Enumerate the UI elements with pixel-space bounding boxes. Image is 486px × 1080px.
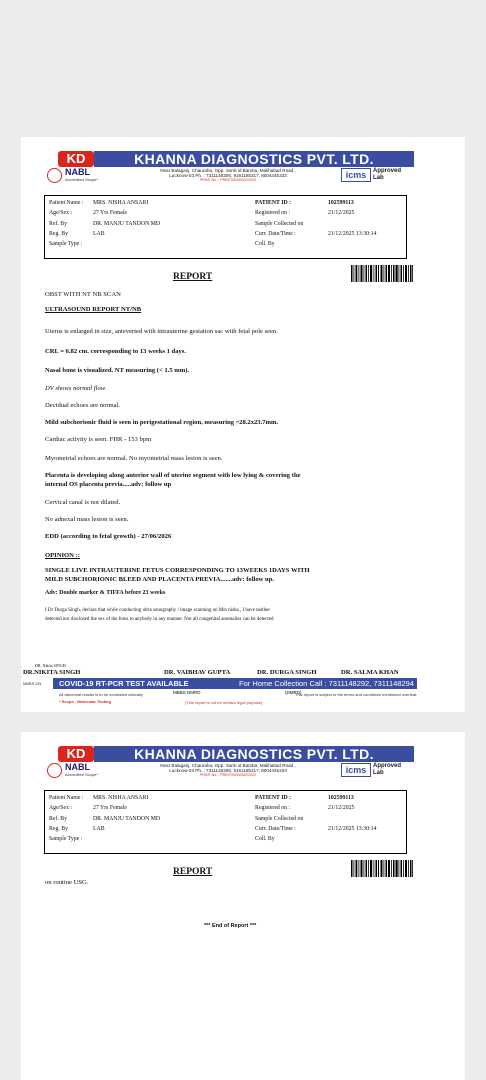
icms-approved: Approved [373,168,402,174]
label-patient-name: Patient Name : [49,200,84,206]
signature-mark-1: DR. Nikita SINGH [35,663,66,668]
patient-name: MRS. NISHA ANSARI [93,200,149,206]
patient-labels-left-2 [49,793,83,844]
lab-name: KHANNA DIAGNOSTICS PVT. LTD. [94,151,414,167]
lab-header-2 [45,746,414,778]
patient-info-box [44,195,407,259]
signature-nikita-singh: DR.NIKITA SINGH [23,669,81,676]
address-line-2-p2: Lucknow-03 Ph. : 7311148306, 9161185317, 8004445333 [169,768,287,774]
report-page-2 [21,732,465,1080]
lab-name-2: KHANNA DIAGNOSTICS PVT. LTD. [94,746,414,762]
finding-adnexal: No adnexal mass lesion is seen. [45,516,129,523]
nabl-label-2: NABL [65,762,90,772]
lab-logo-2: KD [58,746,94,762]
nabl-seal-icon [47,168,62,183]
label-sample-type: Sample Type : [49,241,83,248]
label-registered-2: Registered on : [255,805,291,812]
barcode-icon [351,860,413,877]
footer-terms: This report is subject to the terms and conditions mentioned overleaf. [295,692,418,697]
barcode-icon [351,265,413,282]
registered-date: 21/12/2025 [328,210,355,217]
reg-by-2: LAB [93,825,105,832]
label-patient-id-2: PATIENT ID : [255,795,292,801]
label-ref-by-2: Ref. By [49,815,68,822]
ref-doctor: DR. MANJU TANDON MD [93,220,161,227]
report-title: REPORT [173,272,213,282]
icms-approved-2: Approved [373,763,402,769]
lab-logo: KD [58,151,94,167]
advice-line: Adv: Double marker & TIFFA before 23 weeks [45,590,166,596]
patient-age-sex: 27 Yrs Female [93,210,127,217]
label-reg-by-2: Reg. By [49,825,69,832]
label-datetime-2: Curr. Date/Time : [255,825,296,832]
finding-subchorionic: Mild subchorionic fluid is seen in perigestational region, measuring ~28.2x23.7mm. [45,419,279,426]
signature-durga-singh: DR. DURGA SINGH [257,669,317,676]
address-line-3-p2: PRINT No. : PRINT/0094/042/2020 [199,773,257,778]
icms-lab-2: Lab [373,769,384,776]
signature-qual-1: MBBS DN [23,681,42,686]
nabl-badge-2 [45,762,117,778]
label-age-sex: Age/Sex : [49,210,73,217]
address-line-3: PRINT No. : PRINT/0094/042/2020 [199,178,257,183]
label-registered: Registered on : [255,210,291,217]
ref-doctor-2: DR. MANJU TANDON MD [93,815,161,822]
icms-logo-2: icms [341,763,371,777]
declaration-line-1: I Dr Durga Singh, declare that while conducting ultra sonography / image scanning on Mrs nisha , I have neither [45,608,270,613]
address-line-1: Near Balaganj, Chauraha, Opp. Sanb id Bamba, Malihabad Road , [160,168,296,173]
footer-scope: * Scope - Molecular Testing [59,699,111,704]
address-line-1-p2: Near Balaganj, Chauraha, Opp. Sanb id Bamba, Malihabad Road , [160,763,296,768]
label-coll-by: Coll. By [255,241,275,248]
label-collected-2: Sample Collected on [255,815,304,822]
opinion-heading: OPINION :: [45,552,80,559]
finding-myometrial: Myometrial echoes are normal. No myometrial mass lesion is seen. [45,455,223,462]
lab-address [121,168,335,184]
covid-banner [53,678,417,689]
registered-date-2: 21/12/2025 [328,805,355,812]
nabl-seal-icon [47,763,62,778]
covid-call: For Home Collection Call : 7311148292, 7311148294 [239,679,414,688]
label-coll-by-2: Coll. By [255,836,275,843]
finding-edd: EDD (according to fetal growth) - 27/06/2026 [45,533,172,540]
patient-values-left [93,198,160,239]
lab-address-2 [121,763,335,779]
label-patient-id: PATIENT ID : [255,200,292,206]
patient-labels-left [49,198,83,249]
patient-values-right [328,198,376,239]
label-collected: Sample Collected on [255,220,304,227]
opinion-line-1: SINGLE LIVE INTRAUTERINE FETUS CORRESPONDING TO 13WEEKS 1DAYS WITH [45,567,310,574]
signature-vaibhav-gupta: DR. VAIBHAV GUPTA [164,669,231,676]
finding-decidual: Decidual echoes are normal. [45,402,121,409]
finding-cervical: Cervical canal is not dilated. [45,499,121,506]
nabl-badge [45,167,117,183]
icms-badge [341,168,415,181]
current-datetime-2: 21/12/2025 13:30:14 [328,825,377,832]
patient-values-left-2 [93,793,160,834]
current-datetime: 21/12/2025 13:30:14 [328,230,377,237]
opinion-line-2: MILD SUBCHORIONIC BLEED AND PLACENTA PREVIA.......adv: follow up. [45,576,275,583]
icms-approved-lab [373,168,401,181]
label-sample-type-2: Sample Type : [49,836,83,843]
finding-placenta-2: internal OS placenta previa.....adv: follow up [45,481,172,488]
footer-clinical-note: All abnormal results is to be correlated clinically [59,692,144,697]
address-line-2: Lucknow-03 Ph. : 7311148306, 9161185317, 8004445333 [169,173,287,179]
lab-header [45,151,414,183]
label-patient-name-2: Patient Name : [49,795,84,801]
reg-by: LAB [93,230,105,237]
end-of-report: *** End of Report *** [204,923,257,929]
signature-salma-khan: DR. SALMA KHAN [341,669,399,676]
footer-medico-legal: (This report is not for medico legal purpose) [185,700,263,705]
collected-date-2 [328,814,376,824]
label-age-sex-2: Age/Sex : [49,805,73,812]
finding-dv: DV shows normal flow. [45,385,107,392]
patient-id: 102599113 [328,200,354,206]
report-title-2: REPORT [173,867,213,877]
patient-id-2: 102599113 [328,795,354,801]
collected-date [328,219,376,229]
label-reg-by: Reg. By [49,230,69,237]
patient-info-box-2 [44,790,407,854]
patient-values-right-2 [328,793,376,834]
nabl-scope: Accredited Scope* [65,177,98,182]
icms-logo: icms [341,168,371,182]
finding-uterus: Uterus is enlarged in size, anteverted with intrauterine gestation sac with fetal pole seen. [45,328,278,335]
continued-text: on routine USG. [45,879,89,886]
finding-cardiac-wrap [45,436,151,444]
finding-nasal-bone: Nasal bone is visualized. NT measuring (< 1.5 mm). [45,367,190,374]
patient-age-sex-2: 27 Yrs Female [93,805,127,812]
icms-approved-lab-2 [373,763,401,776]
signature-qual-3: (DMRD) [285,690,302,695]
declaration-line-2: detected nor disclosed the sex of the fetus to anybody in any manner. Not all congenital anomalies can be detected [45,617,274,622]
covid-text: COVID-19 RT-PCR TEST AVAILABLE [59,679,189,688]
patient-name-2: MRS. NISHA ANSARI [93,795,149,801]
nabl-scope-2: Accredited Scope* [65,772,98,777]
signature-qual-2: MBBS DMRD [173,690,201,695]
finding-cardiac: Cardiac activity is seen. FHR - 153 bpm [45,436,152,443]
label-ref-by: Ref. By [49,220,68,227]
report-heading: ULTRASOUND REPORT NT/NB [45,306,142,313]
finding-placenta-1: Placenta is developing along anterior wall of uterine segment with low lying & covering the [45,472,301,479]
icms-badge-2 [341,763,415,776]
report-page-1 [21,137,465,712]
patient-labels-right [255,198,303,249]
nabl-label: NABL [65,167,90,177]
icms-lab: Lab [373,174,384,181]
finding-crl: CRL = 6.82 cm. corresponding to 13 weeks 1 days. [45,348,187,355]
patient-labels-right-2 [255,793,303,844]
label-datetime: Curr. Date/Time : [255,230,296,237]
scan-type: OBST WITH NT NB SCAN [45,291,121,298]
